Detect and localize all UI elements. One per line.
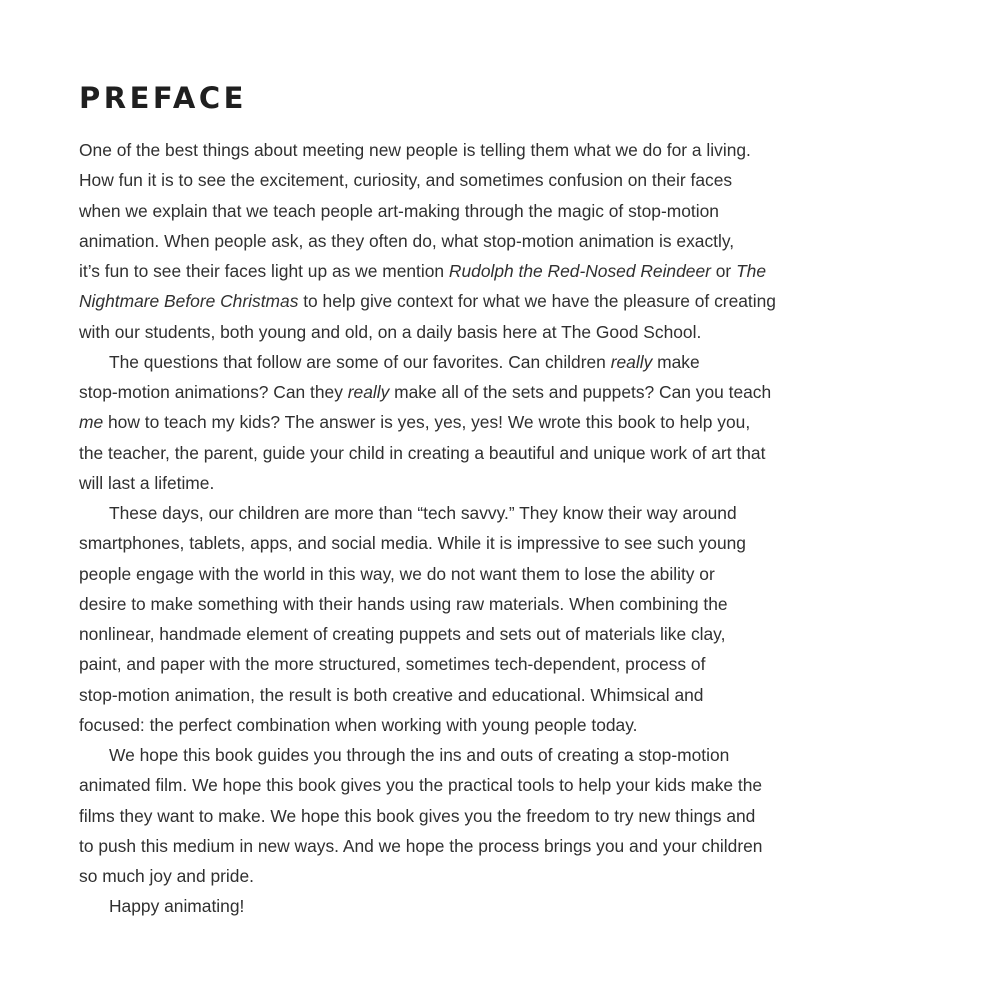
emphasis-italic: really [347, 382, 390, 402]
preface-body [79, 135, 839, 922]
text-line: stop-motion animation, the result is both creative and educational. Whimsical and [79, 684, 704, 705]
film-title-italic: Nightmare Before Christmas [79, 291, 299, 312]
text-line: films they want to make. We hope this book gives you the freedom to try new things and [79, 805, 756, 826]
text-line: to push this medium in new ways. And we hope the process brings you and your children [79, 835, 763, 856]
text-line [79, 407, 839, 437]
film-title-italic: Rudolph the Red-Nosed Reindeer [448, 261, 711, 281]
film-title-italic: The [736, 261, 767, 281]
text-line [79, 377, 839, 407]
text-run: The questions that follow are some of our favorites. Can children [109, 351, 611, 372]
text-line: smartphones, tablets, apps, and social media. While it is impressive to see such young [79, 533, 746, 554]
text-line: Happy animating! [109, 896, 245, 917]
text-line: people engage with the world in this way, we do not want them to lose the ability or [79, 563, 715, 584]
text-line: will last a lifetime. [79, 472, 215, 493]
paragraph-5 [79, 891, 839, 921]
text-line: with our students, both young and old, on a daily basis here at The Good School. [79, 321, 702, 342]
text-line [79, 256, 839, 286]
text-line: the teacher, the parent, guide your child in creating a beautiful and unique work of art that [79, 442, 766, 463]
text-line: so much joy and pride. [79, 866, 254, 886]
page-title: PREFACE [79, 81, 247, 115]
paragraph-2 [79, 347, 839, 498]
paragraph-3 [79, 498, 839, 740]
text-run: to help give context for what we have the pleasure of creating [298, 291, 776, 312]
text-line: How fun it is to see the excitement, curiosity, and sometimes confusion on their faces [79, 170, 733, 191]
text-line: when we explain that we teach people art-making through the magic of stop-motion [79, 200, 719, 221]
paragraph-4 [79, 740, 839, 891]
text-run: it’s fun to see their faces light up as we mention [79, 261, 449, 281]
text-line: focused: the perfect combination when working with young people today. [79, 714, 638, 735]
text-line [79, 286, 839, 316]
emphasis-italic: really [610, 351, 653, 372]
text-line: One of the best things about meeting new people is telling them what we do for a living. [79, 140, 751, 160]
text-run: make all of the sets and puppets? Can you teach [389, 382, 772, 402]
paragraph-1 [79, 135, 839, 347]
text-run: or [710, 261, 737, 281]
text-line: We hope this book guides you through the ins and outs of creating a stop-motion [109, 745, 730, 765]
text-run: make [652, 351, 700, 372]
text-line: desire to make something with their hands using raw materials. When combining the [79, 593, 728, 614]
text-line: paint, and paper with the more structured, sometimes tech-dependent, process of [79, 654, 706, 675]
text-line: These days, our children are more than “tech savvy.” They know their way around [109, 503, 737, 523]
text-line [79, 347, 839, 377]
text-run: stop-motion animations? Can they [79, 382, 348, 402]
emphasis-italic: me [79, 412, 104, 433]
text-line: nonlinear, handmade element of creating puppets and sets out of materials like clay, [79, 624, 726, 644]
text-line: animated film. We hope this book gives you the practical tools to help your kids make the [79, 775, 763, 796]
text-run: how to teach my kids? The answer is yes, yes, yes! We wrote this book to help you, [103, 412, 751, 433]
text-line: animation. When people ask, as they often do, what stop-motion animation is exactly, [79, 230, 735, 251]
